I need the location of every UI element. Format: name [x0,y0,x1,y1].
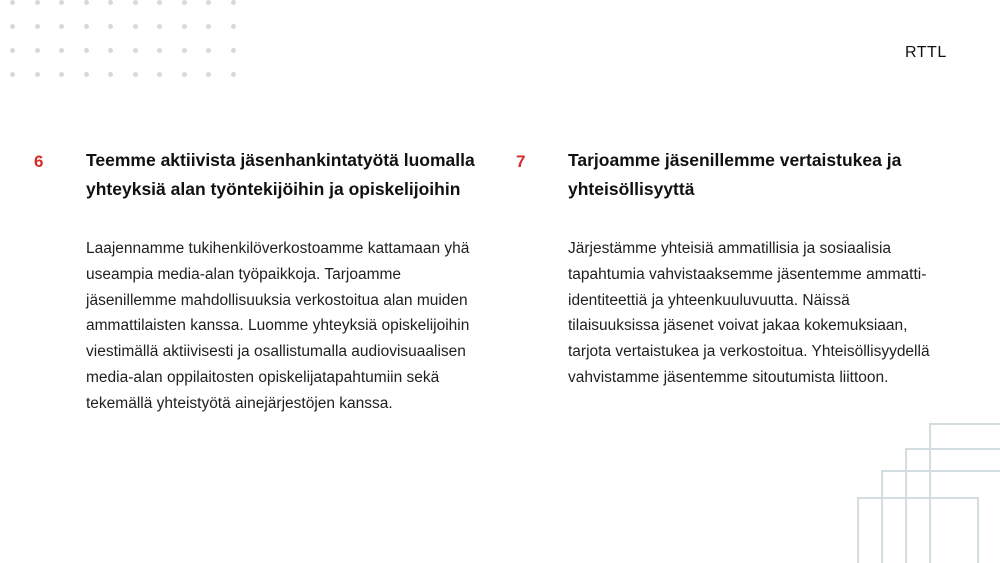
item-number: 6 [34,152,44,171]
decor-dot [231,24,236,29]
decor-dot [10,72,15,77]
decor-dot [10,0,15,5]
decor-dot [35,48,40,53]
decor-dot [231,72,236,77]
decor-dot [133,0,138,5]
decor-dot [84,24,89,29]
decor-dot [157,24,162,29]
decor-dot [182,0,187,5]
decor-dot [133,48,138,53]
decor-dot [10,48,15,53]
decor-dot [108,72,113,77]
decor-dot [108,48,113,53]
decor-dot [206,72,211,77]
item-heading: Teemme aktiivista jäsenhankintatyötä luomalla yhteyksiä alan työntekijöihin ja opiskelijoihin [86,150,475,199]
decor-dot [84,0,89,5]
dot-grid-decoration [10,0,250,80]
decor-dot [59,0,64,5]
brand-logo-text: RTTL [905,44,947,61]
decor-dot [182,48,187,53]
decor-dot [35,0,40,5]
decor-dot [59,24,64,29]
decor-dot [206,48,211,53]
item-heading: Tarjoamme jäsenillemme vertaistukea ja yhteisöllisyyttä [568,150,902,199]
item-body: Järjestämme yhteisiä ammatillisia ja sosiaalisia tapahtumia vahvistaaksemme jäsentemme ammatti-identiteettiä ja yhteenkuuluvuutta. Näissä tilaisuuksissa jäsenet voivat jakaa kokemuksiaan, tarjota vertaistukea ja verkostoitua. Yhteisöllisyydellä vahvistamme jäsentemme sitoutumista liittoon. [568,240,930,386]
decor-dot [59,48,64,53]
decor-dot [231,0,236,5]
decor-dot [157,72,162,77]
decor-dot [133,24,138,29]
item-body: Laajennamme tukihenkilöverkostoamme kattamaan yhä useampia media-alan työpaikkoja. Tarjoamme jäsenillemme mahdollisuuksia verkostoitua alan muiden ammattilaisten kanssa. Luomme yhteyksiä opiskelijoihin viestimällä aktiivisesti ja osallistumalla audiovisuaalisen media-alan oppilaitosten opiskelijatapahtumiin sekä tekemällä yhteistyötä ainejärjestöjen kanssa. [86,240,470,412]
item-number: 7 [516,152,526,171]
decor-dot [206,24,211,29]
decor-dot [231,48,236,53]
decor-dot [157,0,162,5]
decor-dot [59,72,64,77]
decor-dot [84,48,89,53]
decor-dot [84,72,89,77]
decor-dot [206,0,211,5]
decor-dot [133,72,138,77]
decor-dot [108,0,113,5]
decor-dot [35,72,40,77]
decor-dot [108,24,113,29]
decor-dot [157,48,162,53]
decor-dot [10,24,15,29]
decor-dot [35,24,40,29]
line-frames-decoration [840,420,1000,563]
decor-dot [182,72,187,77]
decor-dot [182,24,187,29]
